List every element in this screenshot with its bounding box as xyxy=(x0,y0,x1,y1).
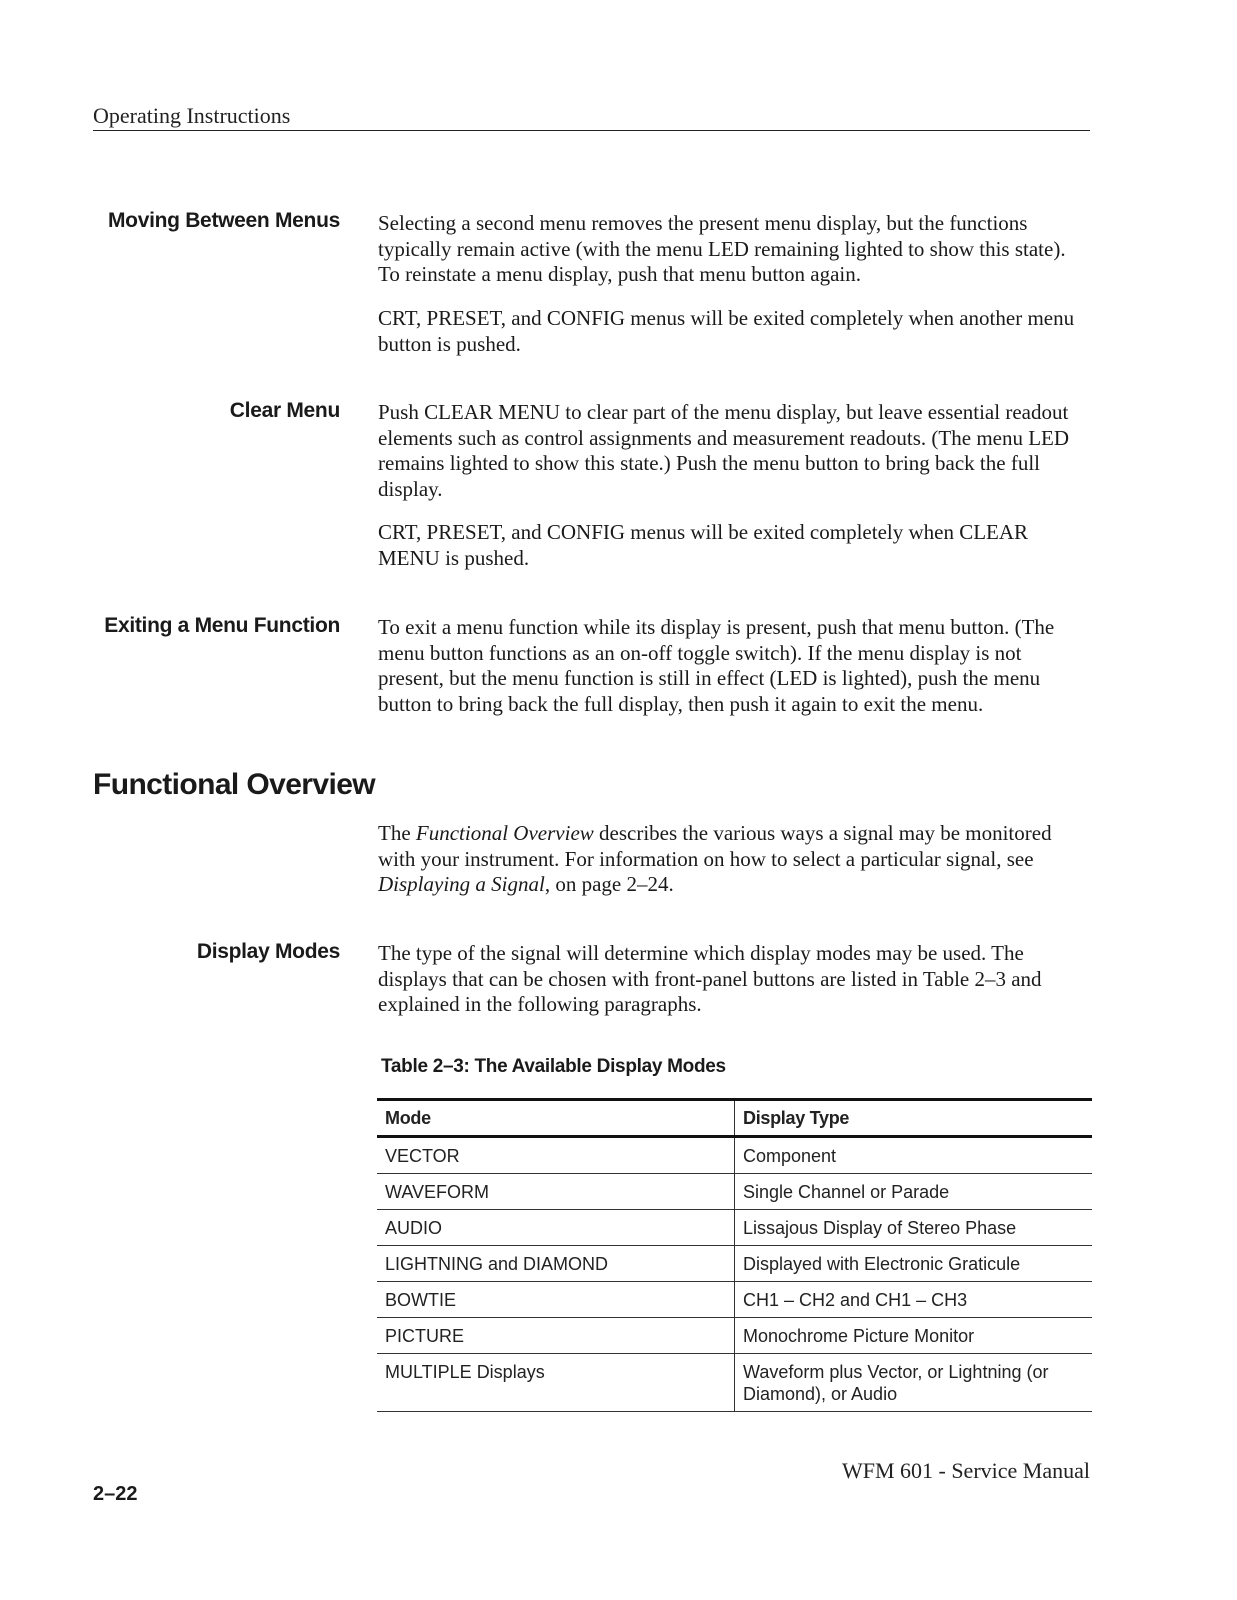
table-row xyxy=(377,1174,1092,1210)
cell-mode: AUDIO xyxy=(377,1210,735,1246)
cell-display-type: Monochrome Picture Monitor xyxy=(735,1318,1093,1354)
table-row xyxy=(377,1318,1092,1354)
overview-intro-italic-functional-overview: Functional Overview xyxy=(415,821,594,845)
header-rule xyxy=(93,130,1090,131)
footer-manual-title: WFM 601 - Service Manual xyxy=(841,1458,1090,1483)
section-title-functional-overview: Functional Overview xyxy=(93,768,376,801)
heading-exiting-menu-function: Exiting a Menu Function xyxy=(104,614,340,637)
display-modes-paragraph: The type of the signal will determine which display modes may be used. The displays that can be chosen with front-panel buttons are listed in Table 2–3 and explained in the following paragraphs. xyxy=(378,941,1042,1016)
cell-mode: PICTURE xyxy=(377,1318,735,1354)
table-row xyxy=(377,1354,1092,1412)
exiting-paragraph-1: To exit a menu function while its display is present, push that menu button. (The menu button functions as an on-off toggle switch). If the menu display is not present, but the menu function is still in effect (LED is lighted), push the menu button to bring back the full display, then push it again to exit the menu. xyxy=(378,615,1055,716)
moving-paragraph-2: CRT, PRESET, and CONFIG menus will be exited completely when another menu button is pushed. xyxy=(378,306,1075,356)
heading-moving-between-menus: Moving Between Menus xyxy=(107,209,340,232)
table-header-row xyxy=(377,1100,1092,1137)
table-row xyxy=(377,1282,1092,1318)
table-row xyxy=(377,1210,1092,1246)
overview-intro-paragraph xyxy=(378,821,1090,898)
heading-clear-menu: Clear Menu xyxy=(229,399,340,422)
clear-paragraph-2: CRT, PRESET, and CONFIG menus will be exited completely when CLEAR MENU is pushed. xyxy=(378,520,1029,570)
cell-display-type: Displayed with Electronic Graticule xyxy=(735,1246,1093,1282)
table-row xyxy=(377,1137,1092,1174)
cell-mode: VECTOR xyxy=(377,1137,735,1174)
cell-display-type: Single Channel or Parade xyxy=(735,1174,1093,1210)
overview-intro-middle: describes the various ways a signal may be monitored with your instrument. For information on how to select a particular signal, see xyxy=(378,821,1052,871)
cell-mode: MULTIPLE Displays xyxy=(377,1354,735,1412)
cell-display-type: Lissajous Display of Stereo Phase xyxy=(735,1210,1093,1246)
cell-mode: WAVEFORM xyxy=(377,1174,735,1210)
page-number: 2–22 xyxy=(93,1483,138,1505)
cell-display-type: CH1 – CH2 and CH1 – CH3 xyxy=(735,1282,1093,1318)
overview-intro-suffix: , on page 2–24. xyxy=(544,872,674,896)
cell-mode: BOWTIE xyxy=(377,1282,735,1318)
running-header: Operating Instructions xyxy=(93,103,291,128)
moving-paragraph-1: Selecting a second menu removes the present menu display, but the functions typically remain active (with the menu LED remaining lighted to show this state). To reinstate a menu display, push that menu button again. xyxy=(378,211,1066,286)
overview-intro-italic-displaying-signal: Displaying a Signal xyxy=(378,872,545,896)
cell-mode: LIGHTNING and DIAMOND xyxy=(377,1246,735,1282)
cell-display-type: Waveform plus Vector, or Lightning (or Diamond), or Audio xyxy=(735,1354,1093,1412)
heading-display-modes: Display Modes xyxy=(196,940,340,963)
table-row xyxy=(377,1246,1092,1282)
display-modes-table xyxy=(377,1098,1092,1412)
clear-paragraph-1: Push CLEAR MENU to clear part of the menu display, but leave essential readout elements such as control assignments and measurement readouts. (The menu LED remains lighted to show this state.) Push the menu button to bring back the full display. xyxy=(378,400,1070,501)
cell-display-type: Component xyxy=(735,1137,1093,1174)
column-header-display-type: Display Type xyxy=(735,1100,1093,1137)
column-header-mode: Mode xyxy=(377,1100,735,1137)
table-caption: Table 2–3: The Available Display Modes xyxy=(381,1056,726,1077)
overview-intro-prefix: The xyxy=(378,821,416,845)
